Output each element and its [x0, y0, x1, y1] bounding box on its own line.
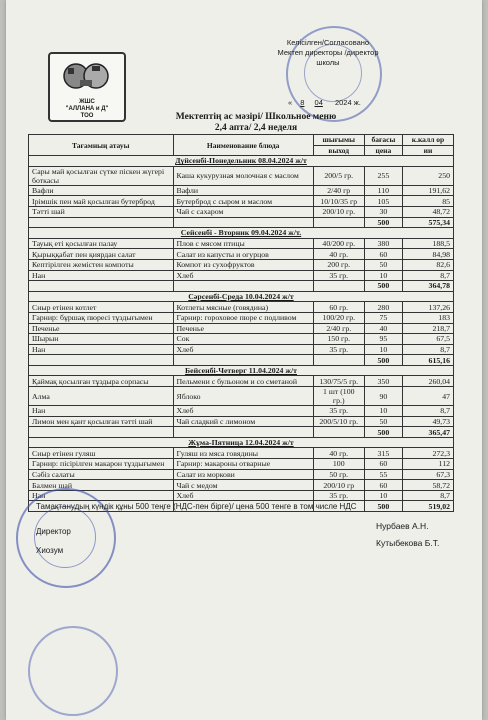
dish-price: 50: [364, 416, 402, 427]
dish-name-kz: Печенье: [29, 323, 174, 334]
dish-price: 30: [364, 206, 402, 217]
signatory-name-1: Нурбаев А.Н.: [376, 521, 429, 531]
total-kcal: 519,02: [403, 501, 454, 512]
dish-name-kz: Нан: [29, 406, 174, 417]
table-row: [29, 259, 454, 270]
menu-title: [126, 112, 386, 134]
total-price: 500: [364, 281, 402, 292]
dish-yield: 35 гр.: [313, 490, 364, 501]
dish-yield: 40 гр.: [313, 448, 364, 459]
dish-price: 75: [364, 312, 402, 323]
total-price: 500: [364, 355, 402, 366]
table-row: [29, 344, 454, 355]
date-month: 04: [314, 98, 323, 107]
company-logo: [48, 52, 126, 122]
total-empty-cell: [173, 355, 313, 366]
dish-name-ru: Салат из капусты и огурцов: [173, 249, 313, 260]
total-empty-cell: [313, 355, 364, 366]
table-row: [29, 387, 454, 406]
table-row: [29, 334, 454, 345]
table-row: [29, 302, 454, 313]
dish-kcal: 67,5: [403, 334, 454, 345]
day-header-row: [29, 365, 454, 376]
dish-name-kz: Балмен шай: [29, 480, 174, 491]
dish-yield: 35 гр.: [313, 270, 364, 281]
dish-kcal: 58,72: [403, 480, 454, 491]
table-row: [29, 459, 454, 470]
total-empty-cell: [313, 281, 364, 292]
day-header-row: [29, 437, 454, 448]
dish-yield: 200 гр.: [313, 259, 364, 270]
date-day: 8: [300, 98, 305, 107]
dish-price: 10: [364, 490, 402, 501]
total-empty-cell: [173, 427, 313, 438]
dish-name-kz: Алма: [29, 387, 174, 406]
total-empty-cell: [29, 427, 174, 438]
approval-block: [268, 38, 388, 108]
dish-name-kz: Ірімшік пен май қосылған бутерброд: [29, 196, 174, 207]
day-title: Дүйсенбі-Понедельник 08.04.2024 ж/т: [29, 156, 454, 167]
dish-yield: 35 гр.: [313, 344, 364, 355]
approval-line1: Келісілген/Согласовано: [286, 38, 370, 47]
total-row: [29, 281, 454, 292]
header-yield-kz: шығымы: [313, 135, 364, 146]
total-kcal: 575,34: [403, 217, 454, 228]
header-price-ru: цена: [364, 145, 402, 156]
dish-price: 60: [364, 459, 402, 470]
director-label: Директор: [36, 527, 71, 536]
table-row: [29, 238, 454, 249]
approval-date: [268, 98, 388, 108]
table-row: [29, 448, 454, 459]
total-empty-cell: [29, 355, 174, 366]
day-title: Жұма-Пятница 12.04.2024 ж/т: [29, 437, 454, 448]
school-stamp: [28, 626, 118, 716]
header-dish-ru: Наименование блюда: [173, 135, 313, 156]
dish-yield: 200/5 гр.: [313, 166, 364, 185]
total-kcal: 364,78: [403, 281, 454, 292]
dish-name-kz: Шырын: [29, 334, 174, 345]
signatory-name-2: Кутыбекова Б.Т.: [376, 538, 440, 548]
table-row: [29, 312, 454, 323]
dish-name-ru: Яблоко: [173, 387, 313, 406]
day-header-row: [29, 156, 454, 167]
dish-yield: 100/20 гр.: [313, 312, 364, 323]
table-row: [29, 206, 454, 217]
total-row: [29, 427, 454, 438]
table-row: [29, 185, 454, 196]
dish-price: 10: [364, 344, 402, 355]
dish-kcal: 250: [403, 166, 454, 185]
dish-name-ru: Плов с мясом птицы: [173, 238, 313, 249]
menu-table-body: [29, 156, 454, 512]
dish-name-kz: Кептірілген жемістен компоты: [29, 259, 174, 270]
dish-kcal: 8,7: [403, 406, 454, 417]
dish-name-ru: Хлеб: [173, 490, 313, 501]
dish-name-kz: Сиыр етінен гуляш: [29, 448, 174, 459]
dish-kcal: 272,3: [403, 448, 454, 459]
dish-name-kz: Вафли: [29, 185, 174, 196]
logo-emblem-icon: [58, 58, 114, 94]
dish-price: 105: [364, 196, 402, 207]
dish-yield: 200/10 гр: [313, 480, 364, 491]
dish-kcal: 48,72: [403, 206, 454, 217]
dish-name-kz: Нан: [29, 270, 174, 281]
date-suffix: 2024 ж.: [334, 98, 361, 107]
dish-kcal: 84,98: [403, 249, 454, 260]
dish-yield: 40 гр.: [313, 249, 364, 260]
dish-price: 50: [364, 259, 402, 270]
dish-yield: 150 гр.: [313, 334, 364, 345]
day-title: Бейсенбі-Четверг 11.04.2024 ж/т: [29, 365, 454, 376]
cook-label: Хиозум: [36, 546, 64, 555]
dish-kcal: 47: [403, 387, 454, 406]
dish-kcal: 183: [403, 312, 454, 323]
dish-name-ru: Гуляш из мяса говядины: [173, 448, 313, 459]
dish-name-ru: Гарнир: гороховое пюре с подливом: [173, 312, 313, 323]
day-title: Сәрсенбі-Среда 10.04.2024 ж/т: [29, 291, 454, 302]
dish-price: 40: [364, 323, 402, 334]
dish-name-kz: Гарнир: пісірілген макарон тұздығымен: [29, 459, 174, 470]
dish-name-kz: Сәбіз салаты: [29, 469, 174, 480]
dish-name-kz: Тәтті шай: [29, 206, 174, 217]
total-empty-cell: [173, 217, 313, 228]
total-price: 500: [364, 501, 402, 512]
dish-name-ru: Хлеб: [173, 406, 313, 417]
dish-kcal: 260,04: [403, 376, 454, 387]
total-kcal: 615,16: [403, 355, 454, 366]
dish-name-kz: Сиыр етінен котлет: [29, 302, 174, 313]
table-row: [29, 480, 454, 491]
total-empty-cell: [313, 427, 364, 438]
total-empty-cell: [29, 217, 174, 228]
logo-line2: "АЛЛАНА и Д": [65, 106, 109, 112]
dish-price: 60: [364, 480, 402, 491]
dish-name-ru: Бутерброд с сыром и маслом: [173, 196, 313, 207]
dish-name-kz: Нан: [29, 344, 174, 355]
price-note: Тамақтанудың күндік құны 500 теңге (НДС-пен бірге)/ цена 500 тенге в том числе НДС: [36, 502, 357, 511]
dish-kcal: 8,7: [403, 270, 454, 281]
header-yield-ru: выход: [313, 145, 364, 156]
dish-yield: 100: [313, 459, 364, 470]
header-dish-kz: Тағамның атауы: [29, 135, 174, 156]
dish-name-ru: Чай с сахаром: [173, 206, 313, 217]
dish-name-ru: Чай с медом: [173, 480, 313, 491]
dish-name-kz: Нан: [29, 490, 174, 501]
title-line1: Мектептің ас мәзірі/ Школьное меню: [175, 112, 337, 122]
header-kcal-a: к.калл ор: [403, 135, 454, 146]
dish-name-ru: Гарнир: макароны отварные: [173, 459, 313, 470]
dish-price: 350: [364, 376, 402, 387]
dish-name-ru: Вафли: [173, 185, 313, 196]
dish-yield: 50 гр.: [313, 469, 364, 480]
dish-name-kz: Қырыққабат пен қиярдан салат: [29, 249, 174, 260]
dish-kcal: 137,26: [403, 302, 454, 313]
dish-yield: 60 гр.: [313, 302, 364, 313]
dish-price: 55: [364, 469, 402, 480]
dish-price: 315: [364, 448, 402, 459]
dish-kcal: 49,73: [403, 416, 454, 427]
dish-name-ru: Компот из сухофруктов: [173, 259, 313, 270]
header-kcal-b: ии: [403, 145, 454, 156]
date-prefix: «: [288, 98, 293, 107]
dish-name-ru: Каша кукурузная молочная с маслом: [173, 166, 313, 185]
total-row: [29, 217, 454, 228]
day-header-row: [29, 291, 454, 302]
table-row: [29, 469, 454, 480]
menu-document: [6, 0, 482, 720]
dish-price: 60: [364, 249, 402, 260]
dish-yield: 200/5/10 гр.: [313, 416, 364, 427]
dish-kcal: 8,7: [403, 490, 454, 501]
dish-price: 10: [364, 406, 402, 417]
logo-line3: ТОО: [80, 113, 94, 119]
dish-price: 95: [364, 334, 402, 345]
dish-name-ru: Пельмени с бульоном и со сметаной: [173, 376, 313, 387]
table-row: [29, 416, 454, 427]
dish-name-ru: Печенье: [173, 323, 313, 334]
total-price: 500: [364, 217, 402, 228]
dish-price: 280: [364, 302, 402, 313]
total-row: [29, 355, 454, 366]
dish-name-ru: Котлеты мясные (говядина): [173, 302, 313, 313]
dish-name-kz: Сары май қосылған сүтке піскен жүгері боткасы: [29, 166, 174, 185]
table-row: [29, 406, 454, 417]
table-row: [29, 166, 454, 185]
dish-name-kz: Лимон мен қант қосылған тәтті шай: [29, 416, 174, 427]
table-row: [29, 323, 454, 334]
title-line2: 2,4 апта/ 2,4 неделя: [214, 123, 298, 133]
total-empty-cell: [173, 281, 313, 292]
dish-kcal: 67,3: [403, 469, 454, 480]
dish-price: 110: [364, 185, 402, 196]
dish-yield: 1 шт (100 гр.): [313, 387, 364, 406]
dish-price: 10: [364, 270, 402, 281]
menu-table: [28, 134, 454, 512]
logo-line1: ЖШС: [79, 99, 95, 105]
day-header-row: [29, 228, 454, 239]
dish-name-kz: Қаймақ қосылған тұздыра сорпасы: [29, 376, 174, 387]
dish-yield: 2/40 гр.: [313, 323, 364, 334]
dish-name-ru: Чай сладкий с лимоном: [173, 416, 313, 427]
dish-name-ru: Хлеб: [173, 270, 313, 281]
total-kcal: 365,47: [403, 427, 454, 438]
dish-name-ru: Салат из моркови: [173, 469, 313, 480]
total-empty-cell: [29, 281, 174, 292]
dish-price: 90: [364, 387, 402, 406]
approval-line2: Мектеп директоры /директор школы: [277, 48, 379, 67]
total-price: 500: [364, 427, 402, 438]
dish-kcal: 191,62: [403, 185, 454, 196]
dish-kcal: 112: [403, 459, 454, 470]
dish-price: 255: [364, 166, 402, 185]
dish-kcal: 188,5: [403, 238, 454, 249]
dish-kcal: 8,7: [403, 344, 454, 355]
table-row: [29, 249, 454, 260]
dish-name-kz: Гарнир: бұршақ пюресі тұздығымен: [29, 312, 174, 323]
dish-name-ru: Сок: [173, 334, 313, 345]
dish-yield: 10/10/35 гр: [313, 196, 364, 207]
dish-name-ru: Хлеб: [173, 344, 313, 355]
header-price-kz: бағасы: [364, 135, 402, 146]
dish-name-kz: Тауық еті қосылған палау: [29, 238, 174, 249]
dish-yield: 35 гр.: [313, 406, 364, 417]
dish-yield: 2/40 гр: [313, 185, 364, 196]
total-empty-cell: [313, 217, 364, 228]
day-title: Сейсенбі - Вторник 09.04.2024 ж/т.: [29, 228, 454, 239]
dish-kcal: 85: [403, 196, 454, 207]
table-row: [29, 376, 454, 387]
dish-kcal: 82,6: [403, 259, 454, 270]
table-row: [29, 196, 454, 207]
table-row: [29, 270, 454, 281]
dish-kcal: 218,7: [403, 323, 454, 334]
dish-price: 380: [364, 238, 402, 249]
dish-yield: 40/200 гр.: [313, 238, 364, 249]
dish-yield: 130/75/5 гр.: [313, 376, 364, 387]
dish-yield: 200/10 гр.: [313, 206, 364, 217]
